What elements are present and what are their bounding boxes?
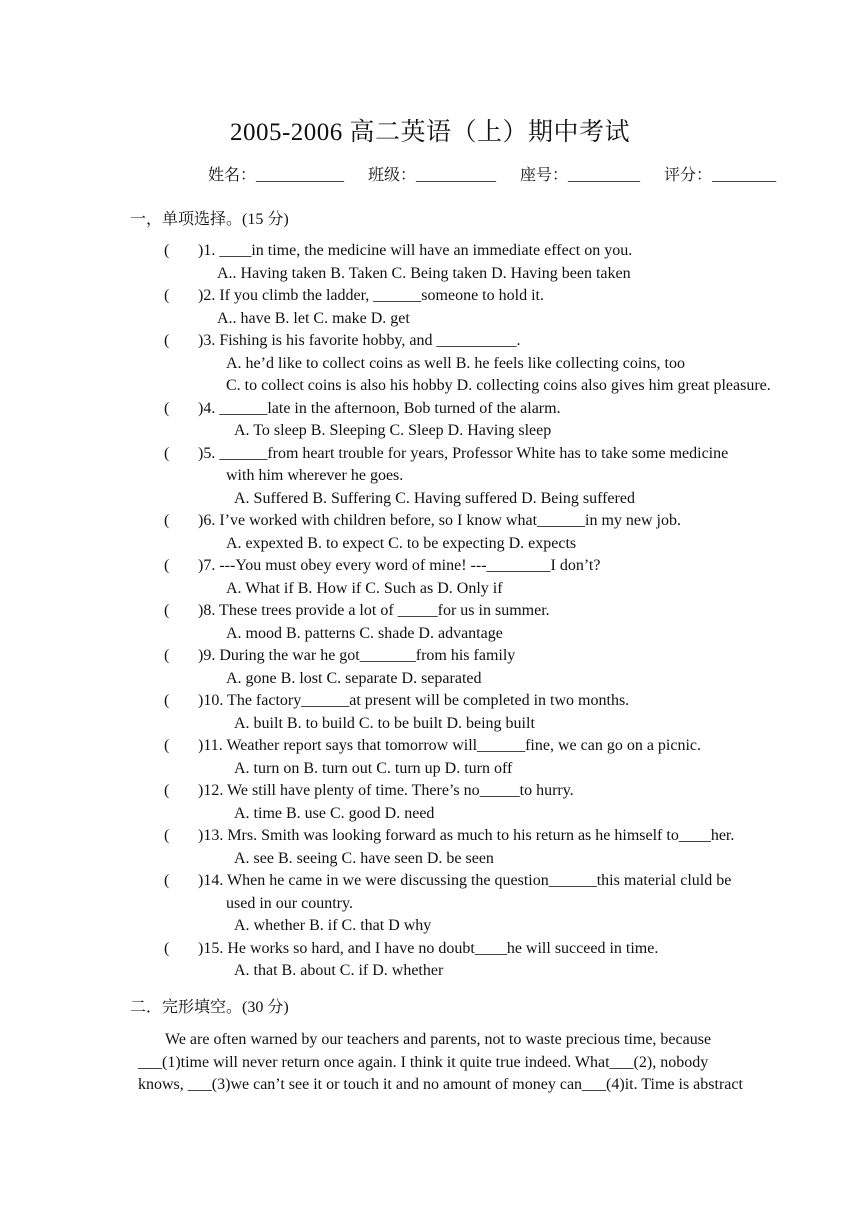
answer-options: A. gone B. lost C. separate D. separated xyxy=(226,669,482,687)
answer-paren: ( xyxy=(164,557,170,574)
answer-paren: ( xyxy=(164,602,170,619)
question-list xyxy=(0,240,860,983)
answer-options: A. whether B. if C. that D why xyxy=(234,917,432,934)
passage-line: knows, ___(3)we can’t see it or touch it and no amount of money can___(4)it. Time is abstract xyxy=(138,1076,743,1093)
answer-paren: ( xyxy=(164,399,170,417)
question-stem: )12. We still have plenty of time. There’s no_____to hurry. xyxy=(198,782,574,799)
name-field: 姓名：___________ xyxy=(208,167,345,184)
question-stem: )4. ______late in the afternoon, Bob turned of the alarm. xyxy=(198,399,561,417)
question-item xyxy=(0,398,860,443)
question-item xyxy=(0,555,860,600)
question-item xyxy=(0,825,860,870)
answer-options: A. see B. seeing C. have seen D. be seen xyxy=(234,849,494,867)
answer-options: A. built B. to build C. to be built D. being built xyxy=(234,714,535,732)
passage-line: We are often warned by our teachers and parents, not to waste precious time, because xyxy=(165,1031,712,1048)
question-stem: )8. These trees provide a lot of _____for us in summer. xyxy=(198,602,550,619)
passage-line: ___(1)time will never return once again. I think it quite true indeed. What___(2), nobody xyxy=(138,1053,709,1071)
answer-options: A. he’d like to collect coins as well B. he feels like collecting coins, too xyxy=(226,354,685,372)
question-stem: )9. During the war he got_______from his family xyxy=(198,647,516,664)
seat-number-field: 座号：_________ xyxy=(520,167,641,184)
question-stem-continued: used in our country. xyxy=(226,894,353,912)
question-stem: )6. I’ve worked with children before, so I know what______in my new job. xyxy=(198,512,681,529)
question-stem: )2. If you climb the ladder, ______someone to hold it. xyxy=(198,287,544,304)
student-info-row xyxy=(208,162,808,185)
question-item xyxy=(0,600,860,645)
answer-options: A. turn on B. turn out C. turn up D. turn off xyxy=(234,759,513,777)
answer-paren: ( xyxy=(164,512,170,529)
question-stem: )13. Mrs. Smith was looking forward as much to his return as he himself to____her. xyxy=(198,827,735,844)
question-stem: )7. ---You must obey every word of mine! ---________I don’t? xyxy=(198,557,601,574)
question-item xyxy=(0,645,860,690)
question-stem: )11. Weather report says that tomorrow will______fine, we can go on a picnic. xyxy=(198,737,702,754)
answer-options: C. to collect coins is also his hobby D. collecting coins also gives him great pleasure. xyxy=(226,377,771,394)
answer-paren: ( xyxy=(164,872,170,889)
question-item xyxy=(0,690,860,735)
answer-options: A. expexted B. to expect C. to be expecting D. expects xyxy=(226,534,577,552)
question-item xyxy=(0,938,860,983)
answer-options: A. Suffered B. Suffering C. Having suffered D. Being suffered xyxy=(234,489,635,507)
answer-options: A.. have B. let C. make D. get xyxy=(217,309,410,327)
answer-paren: ( xyxy=(164,827,170,844)
exam-title: 2005-2006 高二英语（上）期中考试 xyxy=(229,119,631,146)
question-stem: )1. ____in time, the medicine will have an immediate effect on you. xyxy=(198,242,633,259)
answer-options: A. time B. use C. good D. need xyxy=(234,804,435,822)
answer-paren: ( xyxy=(164,332,170,349)
answer-paren: ( xyxy=(164,647,170,664)
answer-paren: ( xyxy=(164,692,170,709)
class-field: 班级：__________ xyxy=(368,167,497,184)
answer-options: A.. Having taken B. Taken C. Being taken D. Having been taken xyxy=(217,264,631,282)
question-stem: )5. ______from heart trouble for years, Professor White has to take some medicine xyxy=(198,444,729,462)
question-item xyxy=(0,240,860,285)
answer-paren: ( xyxy=(164,287,170,304)
answer-paren: ( xyxy=(164,782,170,799)
answer-options: A. that B. about C. if D. whether xyxy=(234,962,444,979)
answer-paren: ( xyxy=(164,444,170,462)
question-stem: )14. When he came in we were discussing the question______this material cluld be xyxy=(198,872,732,889)
question-stem: )10. The factory______at present will be completed in two months. xyxy=(198,692,630,709)
answer-options: A. To sleep B. Sleeping C. Sleep D. Having sleep xyxy=(234,422,552,439)
answer-paren: ( xyxy=(164,737,170,754)
answer-paren: ( xyxy=(164,242,170,259)
section-2-title: 二．完形填空。(30 分) xyxy=(130,999,289,1016)
question-item xyxy=(0,443,860,511)
answer-options: A. mood B. patterns C. shade D. advantage xyxy=(226,624,503,642)
question-stem: )3. Fishing is his favorite hobby, and __________. xyxy=(198,332,521,349)
section-1-title: 一，单项选择。(15 分) xyxy=(130,211,289,228)
question-stem: )15. He works so hard, and I have no doubt____he will succeed in time. xyxy=(198,939,659,957)
answer-paren: ( xyxy=(164,939,170,957)
question-stem-continued: with him wherever he goes. xyxy=(226,467,404,484)
question-item xyxy=(0,330,860,398)
question-item xyxy=(0,780,860,825)
question-item xyxy=(0,735,860,780)
question-item xyxy=(0,870,860,938)
question-item xyxy=(0,510,860,555)
score-field: 评分：________ xyxy=(664,167,777,184)
cloze-passage xyxy=(138,1029,798,1097)
answer-options: A. What if B. How if C. Such as D. Only if xyxy=(226,579,503,597)
question-item xyxy=(0,285,860,330)
